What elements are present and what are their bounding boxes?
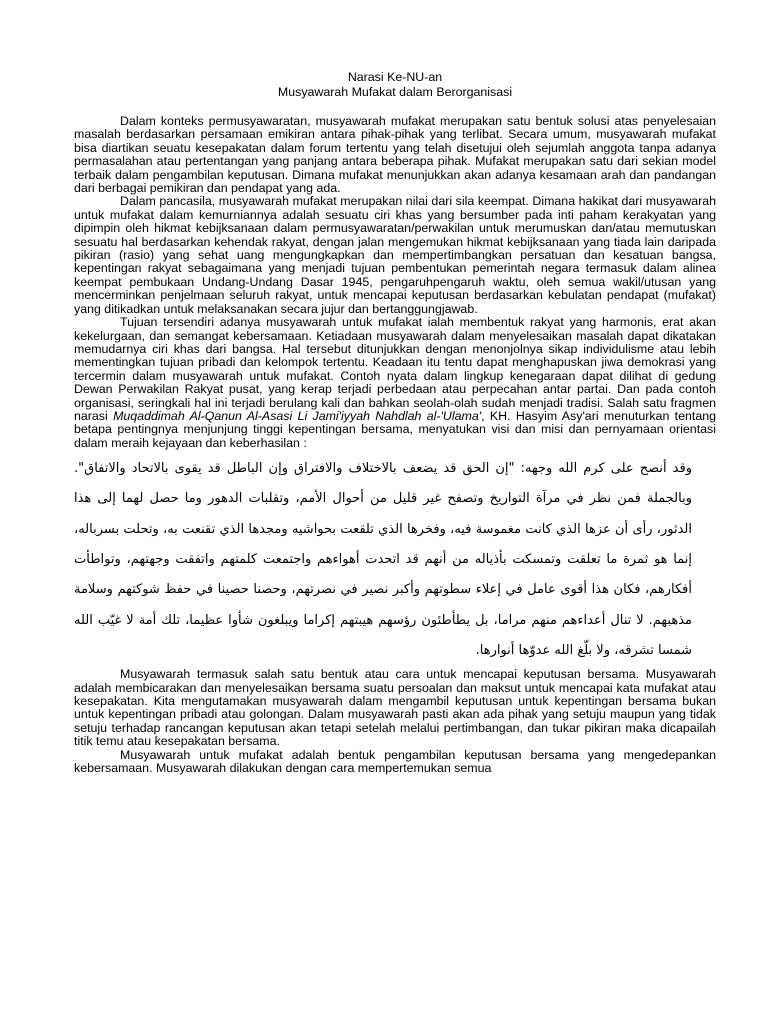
paragraph-1: Dalam konteks permusyawaratan, musyawarah mufakat merupakan satu bentuk solusi atas penyelesaian masalah berdasarkan persamaan emikiran antara pihak-pihak yang terlibat. Secara umum, musyawarah mufakat bisa diartikan seuatu kesepakatan dalam forum tertentu yang telah disetujui oleh sejumlah anggota tanpa adanya permasalahan atau pertentangan yang panjang antara beberapa pihak. Mufakat merupakan satu dari sekian model terbaik dalam pengambilan keputusan. Dimana mufakat menunjukkan akan adanya kesamaan arah dan pandangan dari berbagai pemikiran dan pendapat yang ada. [74,114,716,196]
paragraph-5: Musyawarah untuk mufakat adalah bentuk pengambilan keputusan bersama yang mengedepankan kebersamaan. Musyawarah dilakukan dengan cara mempertemukan semua [74,747,716,776]
paragraph-4: Musyawarah termasuk salah satu bentuk atau cara untuk mencapai keputusan bersama. Musyawarah adalah membicarakan dan menyelesaikan bersama suatu persoalan dan maksut untuk mencapai kata mufakat atau kesepakatan. Kita mengutamakan musyawarah dalam mengambil keputusan untuk kepentingan bersama bukan untuk kepentingan pribadi atau golongan. Dalam musyawarah pasti akan ada pihak yang setuju maupun yang tidak setuju terhadap rancangan keputusan akan tetapi setelah melalui pertimbangan, dan tukar pikiran maka dicapailah titik temu atau kesepakatan bersama. [74,667,716,749]
paragraph-3 [74,316,716,450]
paragraph-3-start: Tujuan tersendiri adanya musyawarah untuk mufakat ialah membentuk rakyat yang harmonis, erat akan kekelurgaan, dan semangat kebersamaan. Ketiadaan musyawarah dalam menyelesaikan masalah dapat dikatakan memudarnya ciri khas dari bangsa. Hal tersebut ditunjukkan dengan menonjolnya sikap individulisme atau lebih mementingkan tujuan pribadi dan kelompok tertentu. Keadaan itu tentu dapat menghapuskan jiwa demokrasi yang tercermin dalam musyawarah untuk mufakat. Contoh nyata dalam lingkup kenegaraan dapat dilihat di gedung Dewan Perwakilan Rakyat pusat, yang kerap terjadi perbedaan atau perpecahan antar partai. Dan pada contoh organisasi, seringkali hal ini terjadi berulang kali dan bahkan seolah-olah sudah menjadi tradisi. Salah satu fragmen narasi [74,315,716,423]
arabic-quote: وقد أنصح على كرم الله وجهه: "إن الحق قد يضعف بالاختلاف والافتراق وإن الباطل قد يقوى بالاتحاد والاتفاق". وبالجملة فمن نظر في مرآة التواريخ وتصفح غير قليل من أحوال الأمم، وتقلبات الدهور وما حصل لهما إلى هذا الدثور، رأى أن عزها الذي كانت مغموسة فيه، وفخرها الذي تلقعت بحواشيه ومجدها الذي تقنعت به، وتحلت بسرباله، إنما هو ثمرة ما تعلقت وتمسكت بأذياله من أنهم قد اتحدت أهواءهم واجتمعت كلمتهم واتفقت وجهتهم، وتواطأت أفكارهم، فكان هذا أقوى عامل في إعلاء سطوتهم وأكبر نصير في نصرتهم، وحصنا حصينا في حفظ شوكتهم وسلامة مذهبهم. لا تنال أعداءهم منهم مراما، بل يطأطئون رؤسهم هيبتهم إكراما ويبلغون شأوا عظيما، تلك أمة لا غيّب الله شمسا تشرقه، ولا بلّغ الله عدوّها أنوارها. [74,461,692,658]
paragraph-2: Dalam pancasila, musyawarah mufakat merupakan nilai dari sila keempat. Dimana hakikat dari musyawarah untuk mufakat dalam kemurniannya adalah sesuatu ciri khas yang bersumber pada inti paham kerakyatan yang dipimpin oleh hikmat kebijksanaan dalam permusyawaratan/perwakilan untuk merumuskan dan/atau memutuskan sesuatu hal berdasarkan kehendak rakyat, dengan jalan mengemukan hikmat kebijksanaan yang tiada lain daripada pikiran (rasio) yang sehat uang mengungkapkan dan mempertimbangkan persatuan dan kesatuan bangsa, kepentingan rakyat sebagaimana yang menjadi tujuan pembentukan pemerintah negara termasuk dalam alinea keempat pembukaan Undang-Undang Dasar 1945, pengaruhpengaruh waktu, oleh semua wakil/utusan yang mencerminkan penjelmaan seluruh rakyat, untuk mencapai keputusan berdasarkan kebulatan pendapat (mufakat) yang ditikadkan untuk melaksanakan secara jujur dan bertanggungjawab. [74,194,716,316]
paragraph-3-end: , KH. Hasyim Asy'ari menuturkan tentang betapa pentingnya menjunjung tinggi kepentingan bersama, menyatukan visi dan misi dan pernyamaan orientasi dalam meraih kejayaan dan keberhasilan : [74,408,716,450]
document-title: Narasi Ke-NU-an [347,70,443,84]
document-subtitle: Musyawarah Mufakat dalam Berorganisasi [277,85,513,99]
paragraph-3-book-title: Muqaddimah Al-Qanun Al-Asasi Li Jami'iyyah Nahdlah al-'Ulama' [113,408,482,423]
